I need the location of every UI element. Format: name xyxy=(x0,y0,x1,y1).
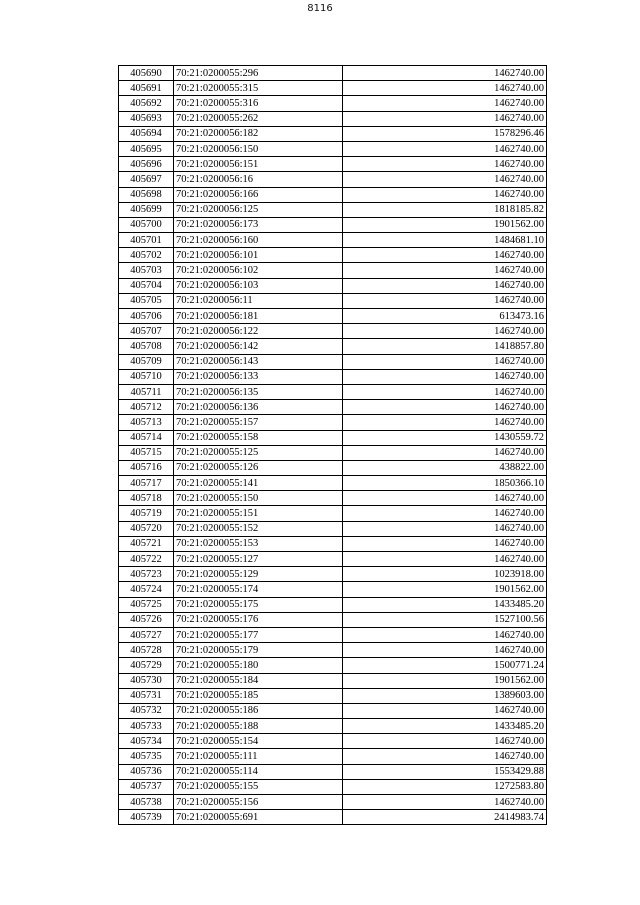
table-row xyxy=(119,126,547,141)
table-row xyxy=(119,81,547,96)
row-number-cell: 405726 xyxy=(119,612,174,627)
cadastral-value-cell: 1462740.00 xyxy=(343,506,547,521)
cadastral-value-cell: 1462740.00 xyxy=(343,66,547,81)
row-number-cell: 405707 xyxy=(119,324,174,339)
cadastral-value-cell: 1462740.00 xyxy=(343,81,547,96)
cadastral-value-cell: 1484681.10 xyxy=(343,233,547,248)
cadastral-value-cell: 1462740.00 xyxy=(343,643,547,658)
row-number-cell: 405692 xyxy=(119,96,174,111)
row-number-cell: 405705 xyxy=(119,293,174,308)
table-row xyxy=(119,476,547,491)
table-row xyxy=(119,430,547,445)
cadastral-number-cell: 70:21:0200055:114 xyxy=(174,764,343,779)
cadastral-value-cell: 1818185.82 xyxy=(343,202,547,217)
row-number-cell: 405690 xyxy=(119,66,174,81)
table-row xyxy=(119,202,547,217)
table-row xyxy=(119,157,547,172)
row-number-cell: 405703 xyxy=(119,263,174,278)
row-number-cell: 405716 xyxy=(119,460,174,475)
row-number-cell: 405704 xyxy=(119,278,174,293)
row-number-cell: 405736 xyxy=(119,764,174,779)
row-number-cell: 405701 xyxy=(119,233,174,248)
table-row xyxy=(119,521,547,536)
cadastral-number-cell: 70:21:0200056:151 xyxy=(174,157,343,172)
row-number-cell: 405739 xyxy=(119,810,174,825)
cadastral-number-cell: 70:21:0200056:173 xyxy=(174,217,343,232)
row-number-cell: 405709 xyxy=(119,354,174,369)
cadastral-value-cell: 1433485.20 xyxy=(343,719,547,734)
cadastral-value-cell: 1272583.80 xyxy=(343,779,547,794)
cadastral-number-cell: 70:21:0200056:135 xyxy=(174,384,343,399)
cadastral-value-cell: 1462740.00 xyxy=(343,491,547,506)
row-number-cell: 405711 xyxy=(119,384,174,399)
cadastral-value-cell: 1500771.24 xyxy=(343,658,547,673)
row-number-cell: 405720 xyxy=(119,521,174,536)
table-row xyxy=(119,324,547,339)
row-number-cell: 405738 xyxy=(119,795,174,810)
cadastral-value-cell: 438822.00 xyxy=(343,460,547,475)
cadastral-number-cell: 70:21:0200056:143 xyxy=(174,354,343,369)
cadastral-number-cell: 70:21:0200055:691 xyxy=(174,810,343,825)
cadastral-number-cell: 70:21:0200055:129 xyxy=(174,567,343,582)
cadastral-number-cell: 70:21:0200055:262 xyxy=(174,111,343,126)
cadastral-value-cell: 1430559.72 xyxy=(343,430,547,445)
row-number-cell: 405695 xyxy=(119,141,174,156)
cadastral-number-cell: 70:21:0200056:166 xyxy=(174,187,343,202)
row-number-cell: 405714 xyxy=(119,430,174,445)
cadastral-number-cell: 70:21:0200056:101 xyxy=(174,248,343,263)
table-row xyxy=(119,187,547,202)
cadastral-value-cell: 1462740.00 xyxy=(343,157,547,172)
cadastral-number-cell: 70:21:0200056:160 xyxy=(174,233,343,248)
table-row xyxy=(119,703,547,718)
table-row xyxy=(119,749,547,764)
cadastral-value-cell: 2414983.74 xyxy=(343,810,547,825)
cadastral-value-cell: 1462740.00 xyxy=(343,734,547,749)
cadastral-value-table xyxy=(118,65,547,825)
cadastral-number-cell: 70:21:0200055:153 xyxy=(174,536,343,551)
row-number-cell: 405694 xyxy=(119,126,174,141)
row-number-cell: 405734 xyxy=(119,734,174,749)
row-number-cell: 405725 xyxy=(119,597,174,612)
row-number-cell: 405717 xyxy=(119,476,174,491)
cadastral-value-cell: 1462740.00 xyxy=(343,445,547,460)
row-number-cell: 405737 xyxy=(119,779,174,794)
row-number-cell: 405713 xyxy=(119,415,174,430)
cadastral-number-cell: 70:21:0200055:156 xyxy=(174,795,343,810)
cadastral-number-cell: 70:21:0200056:16 xyxy=(174,172,343,187)
cadastral-number-cell: 70:21:0200055:155 xyxy=(174,779,343,794)
cadastral-number-cell: 70:21:0200056:103 xyxy=(174,278,343,293)
cadastral-number-cell: 70:21:0200056:102 xyxy=(174,263,343,278)
table-row xyxy=(119,688,547,703)
table-row xyxy=(119,233,547,248)
row-number-cell: 405721 xyxy=(119,536,174,551)
cadastral-value-cell: 1462740.00 xyxy=(343,415,547,430)
cadastral-value-cell: 1462740.00 xyxy=(343,263,547,278)
cadastral-number-cell: 70:21:0200056:182 xyxy=(174,126,343,141)
cadastral-number-cell: 70:21:0200056:142 xyxy=(174,339,343,354)
cadastral-value-cell: 1462740.00 xyxy=(343,795,547,810)
cadastral-value-cell: 1462740.00 xyxy=(343,749,547,764)
row-number-cell: 405715 xyxy=(119,445,174,460)
row-number-cell: 405696 xyxy=(119,157,174,172)
cadastral-number-cell: 70:21:0200056:122 xyxy=(174,324,343,339)
table-row xyxy=(119,658,547,673)
table-row xyxy=(119,643,547,658)
cadastral-value-cell: 1462740.00 xyxy=(343,293,547,308)
cadastral-number-cell: 70:21:0200055:154 xyxy=(174,734,343,749)
cadastral-number-cell: 70:21:0200055:180 xyxy=(174,658,343,673)
row-number-cell: 405723 xyxy=(119,567,174,582)
table-row xyxy=(119,263,547,278)
row-number-cell: 405718 xyxy=(119,491,174,506)
table-row xyxy=(119,384,547,399)
row-number-cell: 405732 xyxy=(119,703,174,718)
cadastral-number-cell: 70:21:0200055:174 xyxy=(174,582,343,597)
cadastral-number-cell: 70:21:0200055:175 xyxy=(174,597,343,612)
cadastral-value-cell: 1433485.20 xyxy=(343,597,547,612)
cadastral-value-cell: 1850366.10 xyxy=(343,476,547,491)
cadastral-number-cell: 70:21:0200055:184 xyxy=(174,673,343,688)
row-number-cell: 405698 xyxy=(119,187,174,202)
table-row xyxy=(119,734,547,749)
cadastral-number-cell: 70:21:0200056:133 xyxy=(174,369,343,384)
cadastral-number-cell: 70:21:0200055:158 xyxy=(174,430,343,445)
cadastral-value-cell: 1462740.00 xyxy=(343,384,547,399)
cadastral-value-cell: 1462740.00 xyxy=(343,552,547,567)
cadastral-value-cell: 1462740.00 xyxy=(343,703,547,718)
cadastral-number-cell: 70:21:0200055:111 xyxy=(174,749,343,764)
cadastral-value-cell: 1023918.00 xyxy=(343,567,547,582)
table-row xyxy=(119,673,547,688)
table-row xyxy=(119,764,547,779)
cadastral-value-cell: 1462740.00 xyxy=(343,96,547,111)
table-row xyxy=(119,172,547,187)
cadastral-number-cell: 70:21:0200055:188 xyxy=(174,719,343,734)
table-row xyxy=(119,536,547,551)
table-row xyxy=(119,567,547,582)
cadastral-number-cell: 70:21:0200055:176 xyxy=(174,612,343,627)
table-row xyxy=(119,597,547,612)
table-row xyxy=(119,339,547,354)
cadastral-number-cell: 70:21:0200055:186 xyxy=(174,703,343,718)
table-row xyxy=(119,248,547,263)
cadastral-number-cell: 70:21:0200055:177 xyxy=(174,627,343,642)
cadastral-number-cell: 70:21:0200055:127 xyxy=(174,552,343,567)
table-row xyxy=(119,111,547,126)
table-row xyxy=(119,779,547,794)
row-number-cell: 405691 xyxy=(119,81,174,96)
cadastral-number-cell: 70:21:0200055:179 xyxy=(174,643,343,658)
row-number-cell: 405699 xyxy=(119,202,174,217)
row-number-cell: 405697 xyxy=(119,172,174,187)
row-number-cell: 405729 xyxy=(119,658,174,673)
page-number: 8116 xyxy=(307,3,333,14)
table-row xyxy=(119,354,547,369)
row-number-cell: 405730 xyxy=(119,673,174,688)
cadastral-value-cell: 1462740.00 xyxy=(343,354,547,369)
table-row xyxy=(119,415,547,430)
row-number-cell: 405722 xyxy=(119,552,174,567)
cadastral-number-cell: 70:21:0200056:136 xyxy=(174,400,343,415)
cadastral-number-cell: 70:21:0200055:185 xyxy=(174,688,343,703)
table-row xyxy=(119,217,547,232)
cadastral-number-cell: 70:21:0200056:150 xyxy=(174,141,343,156)
cadastral-number-cell: 70:21:0200056:181 xyxy=(174,309,343,324)
table-row xyxy=(119,309,547,324)
table-row xyxy=(119,506,547,521)
row-number-cell: 405708 xyxy=(119,339,174,354)
cadastral-number-cell: 70:21:0200056:11 xyxy=(174,293,343,308)
cadastral-value-cell: 1901562.00 xyxy=(343,217,547,232)
row-number-cell: 405710 xyxy=(119,369,174,384)
table-body xyxy=(119,66,547,825)
cadastral-value-cell: 1462740.00 xyxy=(343,324,547,339)
cadastral-value-cell: 1462740.00 xyxy=(343,141,547,156)
table-row xyxy=(119,369,547,384)
table-row xyxy=(119,491,547,506)
table-row xyxy=(119,141,547,156)
table-row xyxy=(119,719,547,734)
cadastral-value-cell: 1462740.00 xyxy=(343,627,547,642)
row-number-cell: 405719 xyxy=(119,506,174,521)
cadastral-value-cell: 1389603.00 xyxy=(343,688,547,703)
table-row xyxy=(119,795,547,810)
table-row xyxy=(119,445,547,460)
cadastral-value-cell: 1418857.80 xyxy=(343,339,547,354)
cadastral-number-cell: 70:21:0200055:126 xyxy=(174,460,343,475)
table-row xyxy=(119,612,547,627)
cadastral-number-cell: 70:21:0200055:316 xyxy=(174,96,343,111)
row-number-cell: 405731 xyxy=(119,688,174,703)
cadastral-number-cell: 70:21:0200055:125 xyxy=(174,445,343,460)
row-number-cell: 405727 xyxy=(119,627,174,642)
cadastral-number-cell: 70:21:0200055:315 xyxy=(174,81,343,96)
cadastral-number-cell: 70:21:0200055:141 xyxy=(174,476,343,491)
cadastral-value-cell: 1462740.00 xyxy=(343,187,547,202)
cadastral-number-cell: 70:21:0200056:125 xyxy=(174,202,343,217)
table-row xyxy=(119,293,547,308)
cadastral-value-cell: 1462740.00 xyxy=(343,278,547,293)
cadastral-number-cell: 70:21:0200055:150 xyxy=(174,491,343,506)
row-number-cell: 405693 xyxy=(119,111,174,126)
row-number-cell: 405728 xyxy=(119,643,174,658)
cadastral-value-cell: 1462740.00 xyxy=(343,536,547,551)
cadastral-value-cell: 1553429.88 xyxy=(343,764,547,779)
table-row xyxy=(119,278,547,293)
cadastral-value-cell: 1901562.00 xyxy=(343,582,547,597)
cadastral-value-cell: 1462740.00 xyxy=(343,369,547,384)
cadastral-value-cell: 1462740.00 xyxy=(343,172,547,187)
table-row xyxy=(119,627,547,642)
cadastral-number-cell: 70:21:0200055:151 xyxy=(174,506,343,521)
row-number-cell: 405735 xyxy=(119,749,174,764)
cadastral-value-cell: 1527100.56 xyxy=(343,612,547,627)
row-number-cell: 405700 xyxy=(119,217,174,232)
cadastral-number-cell: 70:21:0200055:152 xyxy=(174,521,343,536)
cadastral-value-cell: 613473.16 xyxy=(343,309,547,324)
row-number-cell: 405702 xyxy=(119,248,174,263)
cadastral-value-cell: 1578296.46 xyxy=(343,126,547,141)
table-row xyxy=(119,460,547,475)
table-row xyxy=(119,400,547,415)
table-row xyxy=(119,66,547,81)
cadastral-value-cell: 1462740.00 xyxy=(343,111,547,126)
table-row xyxy=(119,96,547,111)
cadastral-value-cell: 1462740.00 xyxy=(343,400,547,415)
table-row xyxy=(119,810,547,825)
table-row xyxy=(119,552,547,567)
table-row xyxy=(119,582,547,597)
row-number-cell: 405706 xyxy=(119,309,174,324)
cadastral-value-cell: 1462740.00 xyxy=(343,248,547,263)
row-number-cell: 405712 xyxy=(119,400,174,415)
cadastral-number-cell: 70:21:0200055:157 xyxy=(174,415,343,430)
cadastral-value-cell: 1462740.00 xyxy=(343,521,547,536)
row-number-cell: 405724 xyxy=(119,582,174,597)
cadastral-number-cell: 70:21:0200055:296 xyxy=(174,66,343,81)
cadastral-value-cell: 1901562.00 xyxy=(343,673,547,688)
row-number-cell: 405733 xyxy=(119,719,174,734)
